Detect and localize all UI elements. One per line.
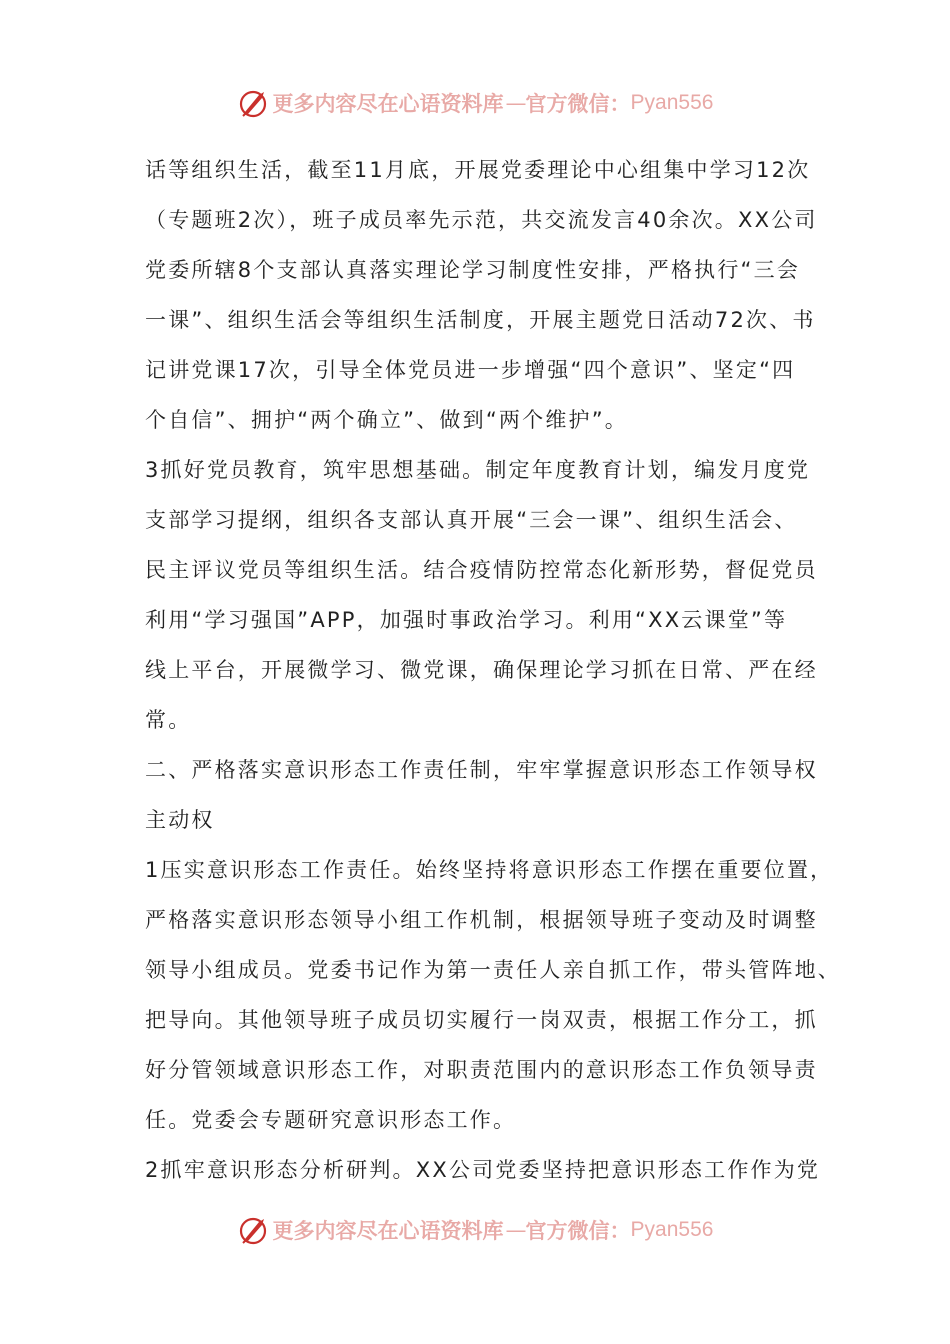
pen-nib-circle-icon <box>237 1213 271 1247</box>
text-line: 民主评议党员等组织生活。结合疫情防控常态化新形势，督促党员 <box>145 558 818 582</box>
text-line: 利用“学习强国”APP，加强时事政治学习。利用“XX云课堂”等 <box>145 608 788 632</box>
text-line: 任。党委会专题研究意识形态工作。 <box>145 1108 517 1132</box>
footer-watermark <box>0 1210 950 1250</box>
header-wechat-label: 官方微信： <box>525 92 631 116</box>
text-line: 一课”、组织生活会等组织生活制度，开展主题党日活动72次、书 <box>145 308 816 332</box>
document-body <box>145 145 841 1195</box>
text-line: 严格落实意识形态领导小组工作机制，根据领导班子变动及时调整 <box>145 908 818 932</box>
footer-wechat-handle: Pyan556 <box>630 1218 714 1241</box>
text-line: 支部学习提纲，组织各支部认真开展“三会一课”、组织生活会、 <box>145 508 798 532</box>
footer-dash: — <box>505 1218 524 1242</box>
header-dash: — <box>505 91 524 115</box>
text-line: 好分管领域意识形态工作，对职责范围内的意识形态工作负领导责 <box>145 1058 818 1082</box>
section-heading-line: 主动权 <box>145 808 215 832</box>
text-line: 党委所辖8个支部认真落实理论学习制度性安排，严格执行“三会 <box>145 258 801 282</box>
header-site-name: 更多内容尽在心语资料库 <box>272 91 504 116</box>
text-line: 线上平台，开展微学习、微党课，确保理论学习抓在日常、严在经 <box>145 658 818 682</box>
text-line: （专题班2次），班子成员率先示范，共交流发言40余次。XX公司 <box>145 208 818 232</box>
text-line: 记讲党课17次，引导全体党员进一步增强“四个意识”、坚定“四 <box>145 358 796 382</box>
text-line: 个自信”、拥护“两个确立”、做到“两个维护”。 <box>145 408 628 432</box>
header-watermark <box>0 83 950 123</box>
header-wechat-handle: Pyan556 <box>630 91 714 114</box>
text-line: 3抓好党员教育，筑牢思想基础。制定年度教育计划，编发月度党 <box>145 458 811 482</box>
text-line: 常。 <box>145 708 192 732</box>
text-line: 话等组织生活，截至11月底，开展党委理论中心组集中学习12次 <box>145 158 811 182</box>
pen-nib-circle-icon <box>237 86 271 120</box>
section-heading-line: 二、严格落实意识形态工作责任制，牢牢掌握意识形态工作领导权 <box>145 758 818 782</box>
text-line: 2抓牢意识形态分析研判。XX公司党委坚持把意识形态工作作为党 <box>145 1158 821 1182</box>
footer-site-name: 更多内容尽在心语资料库 <box>272 1218 504 1243</box>
text-line: 1压实意识形态工作责任。始终坚持将意识形态工作摆在重要位置， <box>145 858 834 882</box>
text-line: 把导向。其他领导班子成员切实履行一岗双责，根据工作分工，抓 <box>145 1008 818 1032</box>
footer-wechat-label: 官方微信： <box>525 1219 631 1243</box>
text-line: 领导小组成员。党委书记作为第一责任人亲自抓工作，带头管阵地、 <box>145 958 841 982</box>
